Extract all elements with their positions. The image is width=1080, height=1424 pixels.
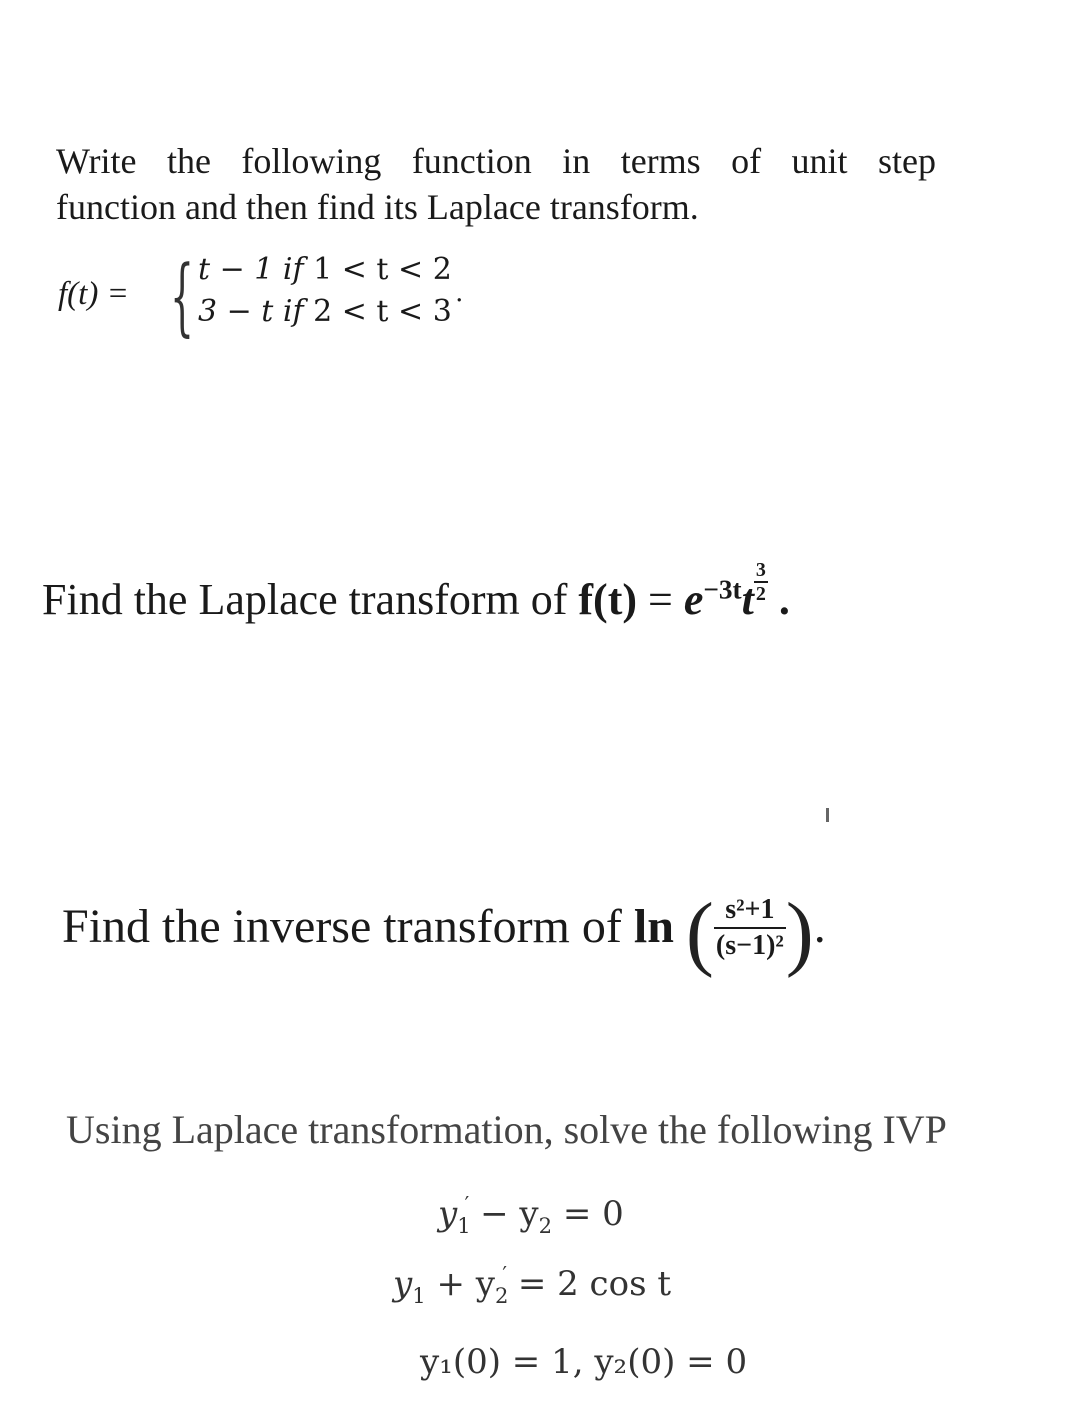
right-paren: ) xyxy=(785,886,814,979)
word: Write xyxy=(56,141,137,181)
case-2 xyxy=(198,294,467,329)
equals-sign: = xyxy=(637,575,684,624)
question-3 xyxy=(62,884,826,994)
case-1-condition: 1 < t < 2 xyxy=(303,252,452,287)
exponential-base: e xyxy=(683,575,704,624)
fraction-numerator: s²+1 xyxy=(725,894,775,925)
eq1-sub: 1 xyxy=(457,1212,471,1238)
word: function xyxy=(411,141,532,181)
question-3-prefix: Find the inverse transform of xyxy=(62,900,634,953)
question-2 xyxy=(42,560,790,660)
word: step xyxy=(878,141,936,181)
prime-mark: ′ xyxy=(502,1262,508,1286)
ivp-equation-1 xyxy=(438,1192,624,1238)
power-fraction xyxy=(754,560,768,604)
case-2-if: if xyxy=(282,294,304,329)
word: unit xyxy=(791,141,848,181)
eq2-var: y xyxy=(393,1264,413,1304)
eq1-rest: − y xyxy=(469,1194,539,1234)
case-2-dot: ˙ xyxy=(451,294,467,329)
eq2-sub: 1 xyxy=(412,1282,426,1308)
eq2-tail: = 2 cos t xyxy=(507,1264,671,1304)
ln-fraction xyxy=(714,893,786,963)
fraction-denominator: (s−1)² xyxy=(714,927,786,963)
left-paren: ( xyxy=(685,886,714,979)
fraction-denominator: 2 xyxy=(755,583,766,605)
eq1-var: y xyxy=(438,1194,458,1234)
word: following xyxy=(241,141,382,181)
eq1-sub-2: 2 xyxy=(538,1212,553,1238)
eq2-rest: + y xyxy=(425,1264,495,1304)
word: in xyxy=(562,141,591,181)
stray-mark xyxy=(826,808,829,822)
power-base: t xyxy=(741,575,754,624)
case-2-condition: 2 < t < 3 xyxy=(303,294,452,329)
question-4-title: Using Laplace transformation, solve the following IVP xyxy=(66,1107,947,1152)
word: the xyxy=(166,141,211,181)
exponent: −3t xyxy=(703,574,742,605)
function-name: f(t) xyxy=(578,575,637,624)
eq2-sub-2: 2 xyxy=(494,1282,509,1308)
ivp-equation-2 xyxy=(393,1262,671,1308)
ln-operator: ln xyxy=(633,900,674,953)
left-brace-icon: { xyxy=(170,247,195,345)
question-1-text xyxy=(56,138,936,230)
function-lhs: f(t) = xyxy=(58,276,129,312)
question-2-prefix: Find the Laplace transform of xyxy=(42,575,579,624)
case-1-if: if xyxy=(282,252,304,287)
ivp-initial-conditions: y₁(0) = 1, y₂(0) = 0 xyxy=(420,1342,748,1382)
period: . xyxy=(813,900,826,953)
case-2-expr: 3 − t xyxy=(198,294,283,329)
eq1-tail: = 0 xyxy=(552,1194,624,1234)
question-1-line-2: function and then find its Laplace transform. xyxy=(56,187,699,227)
question-1-line-1 xyxy=(56,138,936,184)
word: terms xyxy=(620,141,701,181)
word: of xyxy=(731,141,762,181)
fraction-numerator: 3 xyxy=(755,559,766,581)
case-1-expr: t − 1 xyxy=(198,252,283,287)
prime-mark: ′ xyxy=(464,1192,470,1216)
case-1 xyxy=(198,252,452,287)
period: . xyxy=(767,575,790,624)
